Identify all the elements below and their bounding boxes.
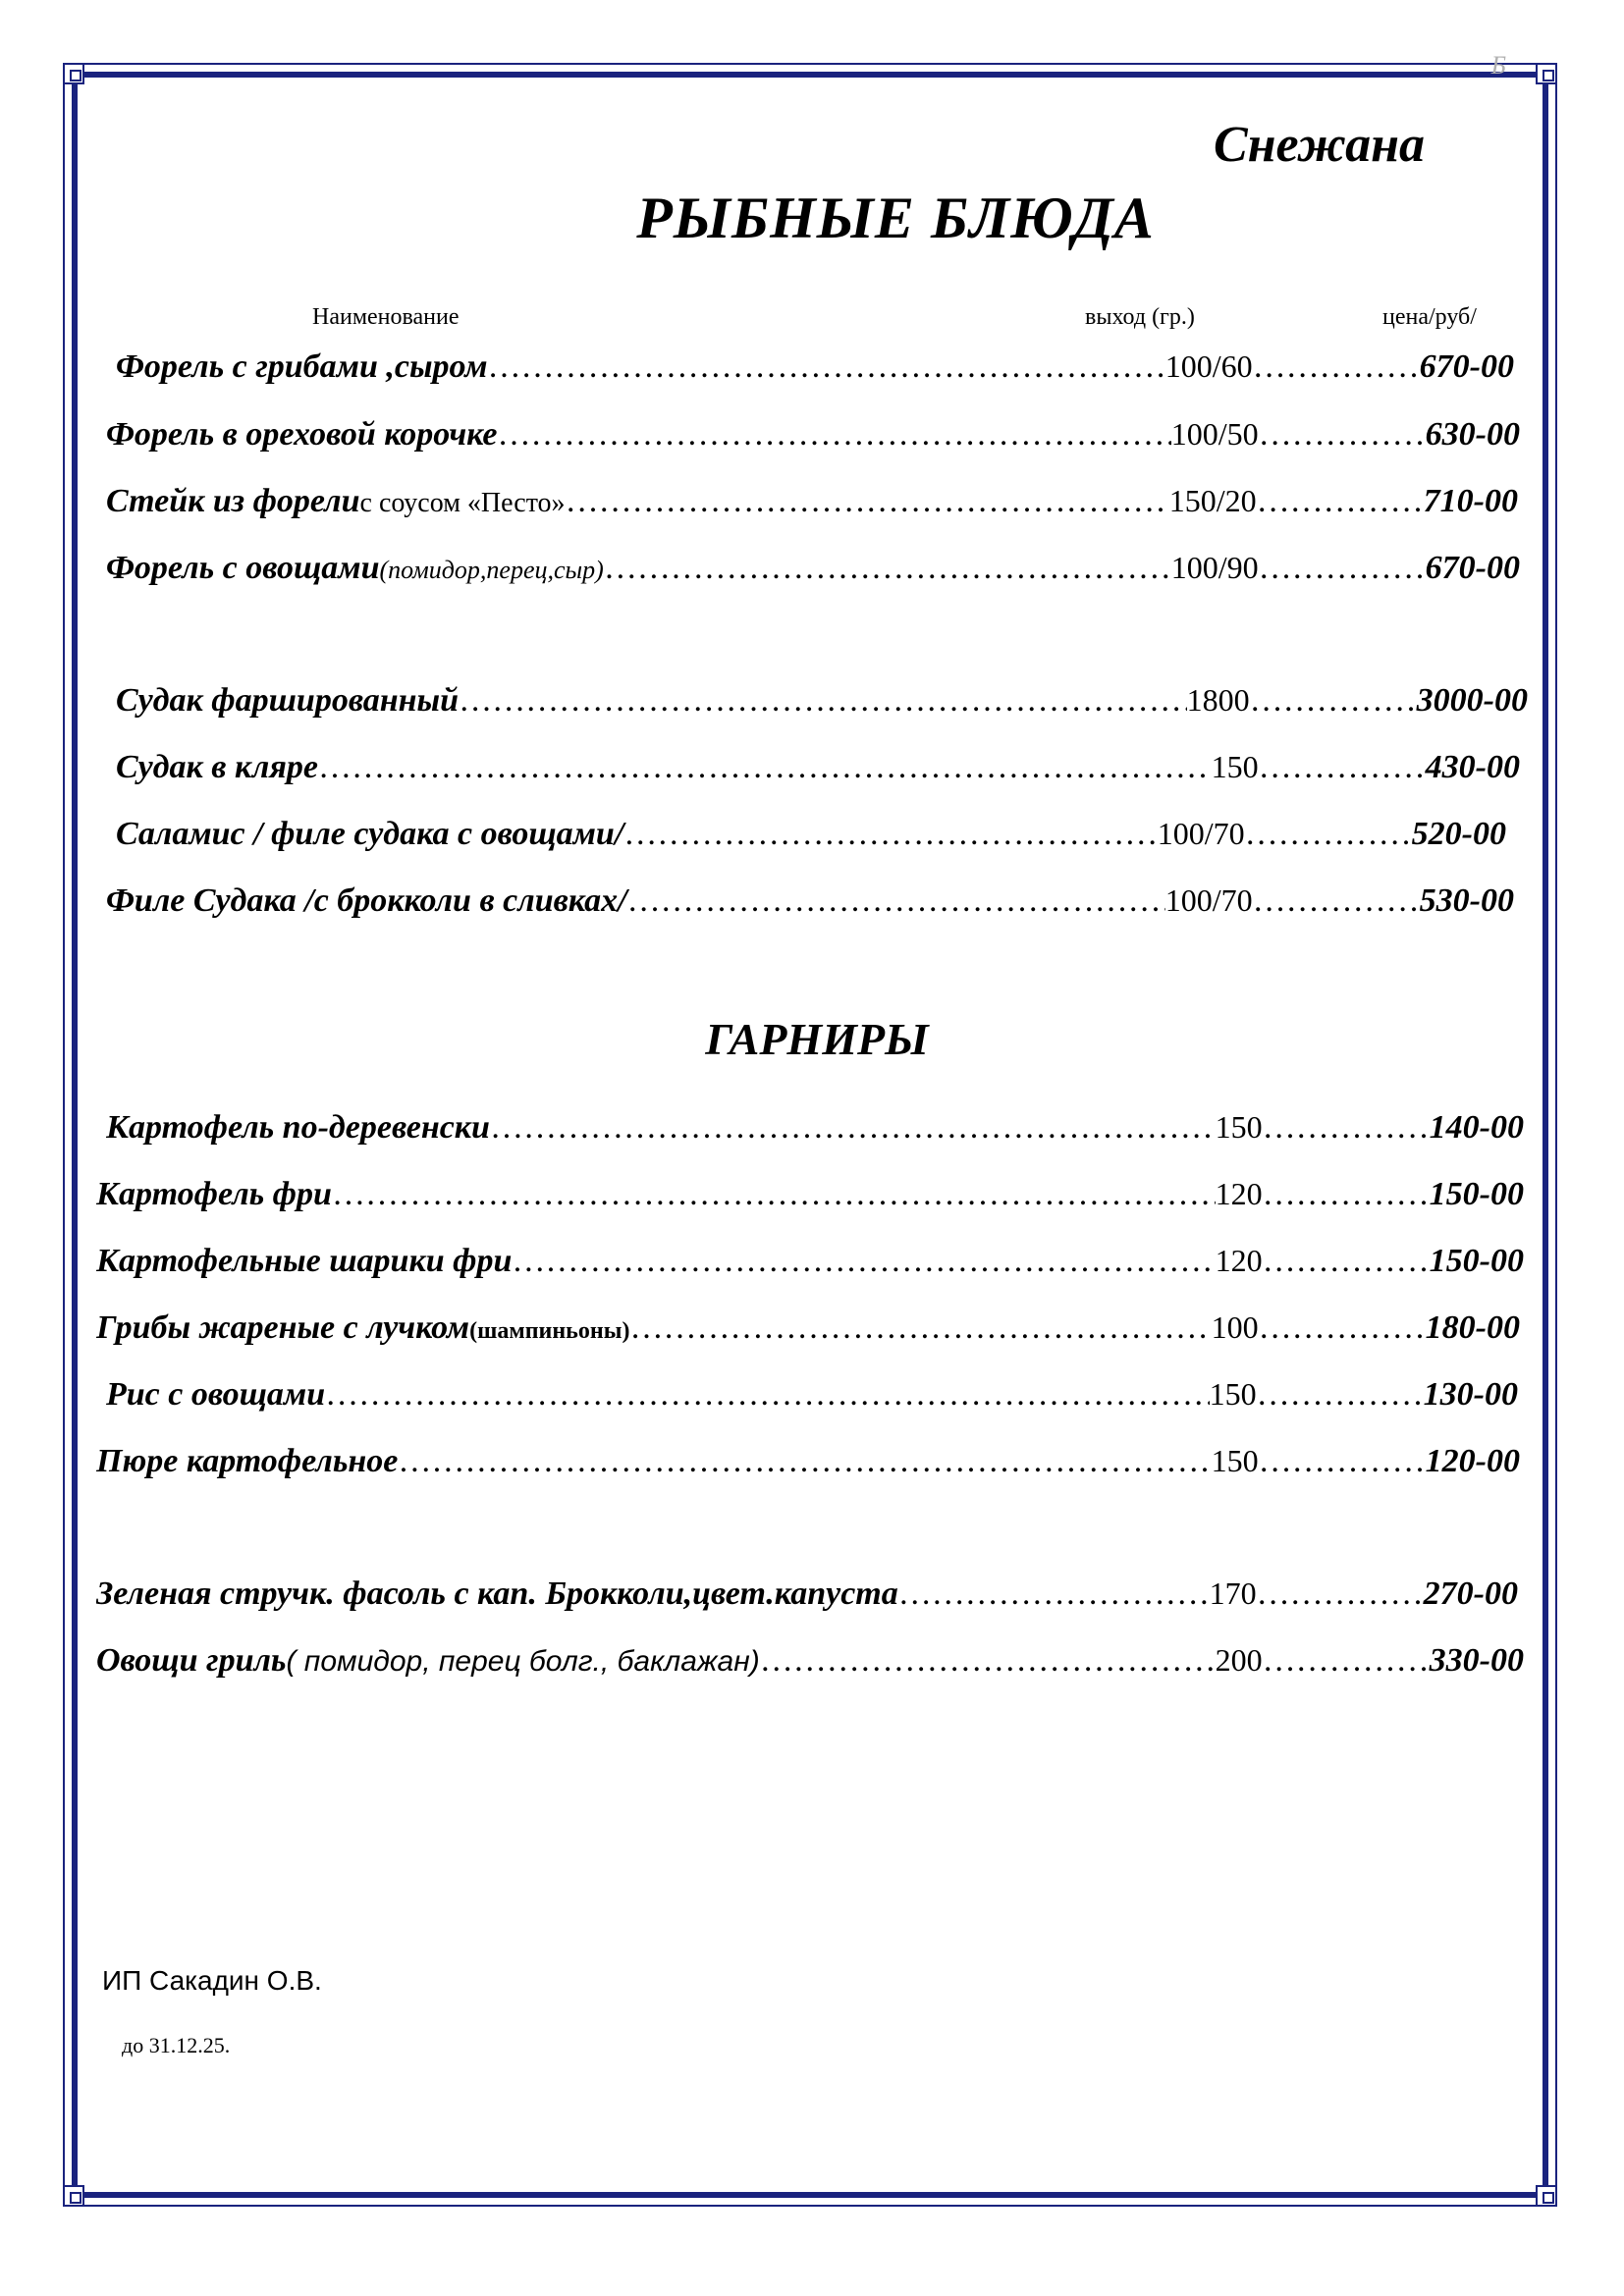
- dot-leader: [760, 1642, 1216, 1680]
- corner-mark: Б: [1490, 51, 1506, 80]
- portion-weight: 100/70: [1164, 882, 1253, 918]
- dot-leader: [512, 1243, 1215, 1280]
- fish-dish-row: [106, 550, 1520, 593]
- dish-name: Филе Судака /с брокколи в сливках/: [106, 882, 627, 919]
- dish-price: 130-00: [1423, 1376, 1518, 1413]
- dish-name: Саламис / филе судака с овощами/: [116, 816, 624, 852]
- brand-name: Снежана: [1214, 117, 1426, 173]
- dish-price: 120-00: [1425, 1443, 1520, 1479]
- garnish-row: [106, 1109, 1524, 1152]
- fish-dish-row: [116, 348, 1514, 392]
- dot-leader: [629, 1309, 1211, 1347]
- portion-weight: 150: [1209, 1376, 1257, 1412]
- dish-name: Картофель фри: [96, 1176, 332, 1212]
- portion-weight: 120: [1215, 1243, 1263, 1278]
- dish-description: (помидор,перец,сыр): [379, 556, 604, 584]
- dish-description: ( помидор, перец болг., баклажан): [286, 1645, 760, 1678]
- garnish-row: [96, 1642, 1524, 1685]
- portion-weight: 150: [1211, 1443, 1259, 1478]
- dish-price: 710-00: [1423, 483, 1518, 519]
- dish-name: Судак в кляре: [116, 749, 318, 785]
- dot-leader: [488, 348, 1165, 386]
- validity-date: до 31.12.25.: [122, 2033, 231, 2057]
- dish-name: Картофель по-деревенски: [106, 1109, 490, 1146]
- dish-name: Форель с грибами ,сыром: [116, 348, 488, 385]
- dish-price: 180-00: [1425, 1309, 1520, 1346]
- dot-leader: [318, 749, 1212, 786]
- dot-leader: [623, 816, 1157, 853]
- portion-weight: 120: [1215, 1176, 1263, 1211]
- dot-leader: [627, 882, 1165, 920]
- dish-price: 530-00: [1419, 882, 1514, 919]
- dish-name: Рис с овощами: [106, 1376, 326, 1413]
- dot-leader: [1259, 1443, 1426, 1480]
- dish-price: 150-00: [1429, 1176, 1524, 1212]
- portion-weight: 1800: [1186, 682, 1250, 718]
- portion-weight: 150/20: [1168, 483, 1257, 518]
- dot-leader: [1257, 483, 1424, 520]
- dish-name: Стейк из форели: [106, 483, 360, 519]
- dish-price: 150-00: [1429, 1243, 1524, 1279]
- dot-leader: [1259, 1309, 1426, 1347]
- dot-leader: [1259, 550, 1426, 587]
- dot-leader: [604, 550, 1171, 587]
- frame-corner-ornament: [63, 63, 84, 84]
- dot-leader: [1257, 1575, 1424, 1613]
- dot-leader: [1253, 882, 1420, 920]
- dot-leader: [1263, 1109, 1430, 1147]
- dish-price: 670-00: [1425, 550, 1520, 586]
- dot-leader: [1263, 1642, 1430, 1680]
- dish-description: (шампиньоны): [469, 1318, 630, 1344]
- dot-leader: [1263, 1243, 1430, 1280]
- dot-leader: [498, 416, 1171, 454]
- garnish-row: [96, 1309, 1520, 1353]
- portion-weight: 150: [1211, 749, 1259, 784]
- dot-leader: [566, 483, 1169, 520]
- dot-leader: [1263, 1176, 1430, 1213]
- dish-price: 520-00: [1411, 816, 1506, 852]
- fish-dish-row: [106, 483, 1518, 526]
- dot-leader: [398, 1443, 1211, 1480]
- garnish-row: [96, 1575, 1518, 1619]
- dish-name: Форель с овощами: [106, 550, 380, 586]
- dish-price: 330-00: [1429, 1642, 1524, 1679]
- dot-leader: [490, 1109, 1216, 1147]
- fish-dish-row: [106, 882, 1514, 926]
- section-title-garnish: ГАРНИРЫ: [705, 1014, 929, 1064]
- dot-leader: [1259, 416, 1426, 454]
- page-title: РЫБНЫЕ БЛЮДА: [636, 186, 1155, 250]
- fish-dish-row: [116, 682, 1528, 725]
- frame-corner-ornament: [1536, 2185, 1557, 2207]
- garnish-row: [96, 1443, 1520, 1486]
- dot-leader: [1253, 348, 1420, 386]
- dish-name: Овощи гриль: [96, 1642, 287, 1679]
- portion-weight: 100/70: [1157, 816, 1245, 851]
- dot-leader: [459, 682, 1187, 720]
- portion-weight: 100/50: [1170, 416, 1259, 452]
- dot-leader: [332, 1176, 1216, 1213]
- dish-name: Форель в ореховой корочке: [106, 416, 498, 453]
- portion-weight: 150: [1215, 1109, 1263, 1145]
- fish-dish-row: [106, 416, 1520, 459]
- column-header-output: выход (гр.): [1085, 304, 1195, 330]
- portion-weight: 200: [1215, 1642, 1263, 1678]
- dish-name: Картофельные шарики фри: [96, 1243, 513, 1279]
- owner-name: ИП Сакадин О.В.: [102, 1965, 322, 1996]
- dot-leader: [325, 1376, 1210, 1414]
- column-header-price: цена/руб/: [1382, 304, 1477, 330]
- fish-dish-row: [116, 816, 1506, 859]
- dish-description: с соусом «Песто»: [359, 488, 566, 518]
- dot-leader: [1257, 1376, 1424, 1414]
- fish-dish-row: [116, 749, 1520, 792]
- column-header-name: Наименование: [312, 304, 460, 330]
- dot-leader: [1259, 749, 1426, 786]
- dish-name: Пюре картофельное: [96, 1443, 399, 1479]
- dish-price: 270-00: [1423, 1575, 1518, 1612]
- dish-name: Судак фаршированный: [116, 682, 460, 719]
- dot-leader: [1250, 682, 1417, 720]
- dish-price: 140-00: [1429, 1109, 1524, 1146]
- dish-price: 670-00: [1419, 348, 1514, 385]
- portion-weight: 100/90: [1170, 550, 1259, 585]
- dish-name: Зеленая стручк. фасоль с кап. Брокколи,цвет.капуста: [96, 1575, 898, 1612]
- dish-price: 430-00: [1425, 749, 1520, 785]
- dish-price: 3000-00: [1416, 682, 1528, 719]
- dish-name: Грибы жареные с лучком: [96, 1309, 470, 1346]
- portion-weight: 100: [1211, 1309, 1259, 1345]
- dot-leader: [1245, 816, 1412, 853]
- frame-corner-ornament: [63, 2185, 84, 2207]
- garnish-row: [96, 1176, 1524, 1219]
- garnish-row: [96, 1243, 1524, 1286]
- dish-price: 630-00: [1425, 416, 1520, 453]
- portion-weight: 100/60: [1164, 348, 1253, 384]
- portion-weight: 170: [1209, 1575, 1257, 1611]
- dot-leader: [898, 1575, 1210, 1613]
- frame-corner-ornament: [1536, 63, 1557, 84]
- garnish-row: [106, 1376, 1518, 1419]
